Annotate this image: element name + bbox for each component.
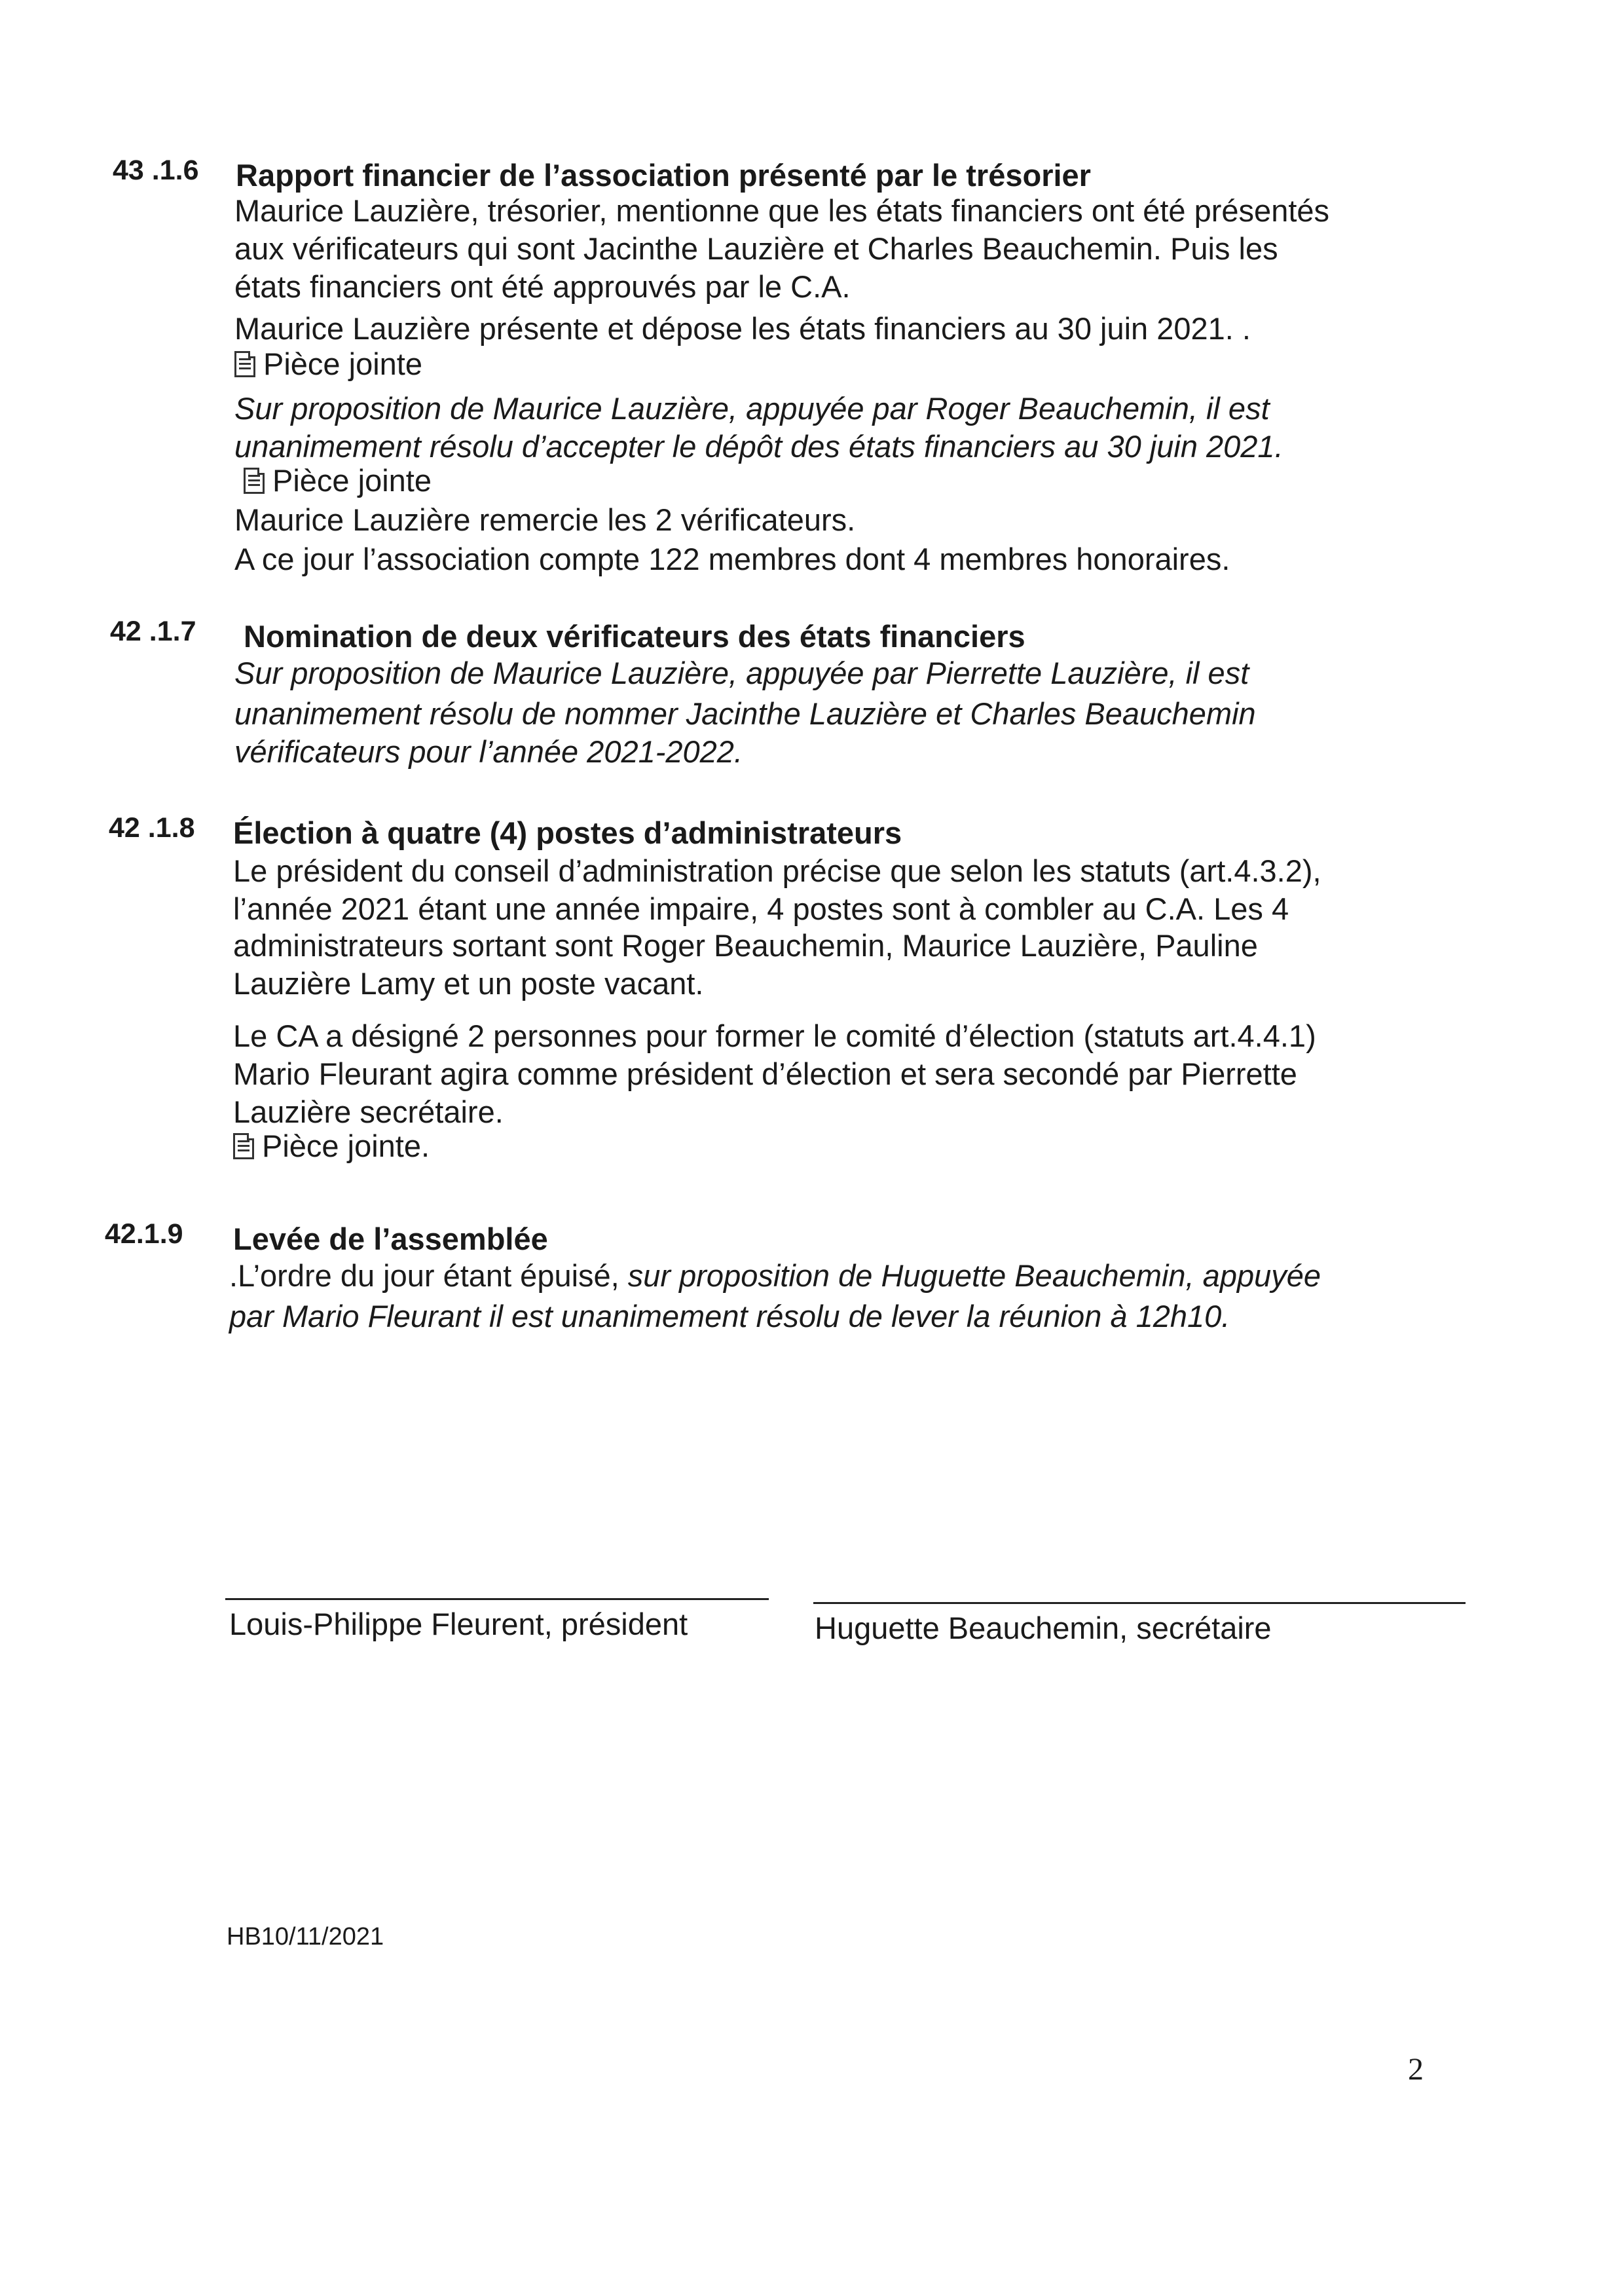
section-3-number: 42 .1.8 bbox=[109, 812, 195, 844]
section-1-line-6: Sur proposition de Maurice Lauzière, appuyée par Roger Beauchemin, il est bbox=[234, 391, 1270, 426]
section-3-line-6: Mario Fleurant agira comme président d’élection et sera secondé par Pierrette bbox=[233, 1056, 1297, 1091]
section-1-title: Rapport financier de l’association présenté par le trésorier bbox=[236, 158, 1091, 193]
section-4-line-1 bbox=[229, 1260, 1321, 1291]
section-1-line-2: aux vérificateurs qui sont Jacinthe Lauzière et Charles Beauchemin. Puis les bbox=[234, 231, 1278, 266]
section-1-line-1: Maurice Lauzière, trésorier, mentionne que les états financiers ont été présentés bbox=[234, 193, 1330, 228]
section-2-title: Nomination de deux vérificateurs des états financiers bbox=[244, 619, 1025, 654]
signature-line-left bbox=[225, 1598, 769, 1600]
section-4-title: Levée de l’assemblée bbox=[233, 1222, 548, 1256]
section-2-line-1: Sur proposition de Maurice Lauzière, appuyée par Pierrette Lauzière, il est bbox=[234, 656, 1249, 690]
section-2-line-2: unanimement résolu de nommer Jacinthe Lauzière et Charles Beauchemin bbox=[234, 696, 1256, 731]
section-1-line-9: Maurice Lauzière remercie les 2 vérificateurs. bbox=[234, 502, 856, 537]
section-1-line-3: états financiers ont été approuvés par le C.A. bbox=[234, 269, 851, 304]
section-1-line-7: unanimement résolu d’accepter le dépôt des états financiers au 30 juin 2021. bbox=[234, 429, 1283, 464]
signature-name-left: Louis-Philippe Fleurent, président bbox=[229, 1607, 688, 1641]
section-3-line-3: administrateurs sortant sont Roger Beauchemin, Maurice Lauzière, Pauline bbox=[233, 928, 1258, 963]
document-icon bbox=[244, 468, 265, 494]
signature-line-right bbox=[813, 1602, 1466, 1604]
document-icon bbox=[233, 1133, 254, 1159]
attachment-2-label: Pièce jointe bbox=[272, 463, 432, 498]
section-2-number: 42 .1.7 bbox=[110, 616, 196, 647]
section-4-number: 42.1.9 bbox=[105, 1218, 183, 1250]
section-3-line-5: Le CA a désigné 2 personnes pour former le comité d’élection (statuts art.4.4.1) bbox=[233, 1018, 1316, 1053]
page-number: 2 bbox=[1408, 2052, 1424, 2087]
section-3-line-4: Lauzière Lamy et un poste vacant. bbox=[233, 966, 704, 1001]
signature-name-right: Huguette Beauchemin, secrétaire bbox=[815, 1611, 1272, 1645]
attachment-1 bbox=[234, 348, 422, 379]
section-3-line-2: l’année 2021 étant une année impaire, 4 postes sont à combler au C.A. Les 4 bbox=[233, 891, 1289, 926]
section-4-line-1-plain: .L’ordre du jour étant épuisé, bbox=[229, 1258, 628, 1293]
section-4-line-1-italic: sur proposition de Huguette Beauchemin, appuyée bbox=[627, 1258, 1321, 1293]
section-4-line-2: par Mario Fleurant il est unanimement résolu de lever la réunion à 12h10. bbox=[229, 1299, 1230, 1334]
attachment-2 bbox=[244, 465, 432, 496]
attachment-3 bbox=[233, 1130, 430, 1161]
section-3-title: Élection à quatre (4) postes d’administrateurs bbox=[233, 815, 902, 850]
document-icon bbox=[234, 351, 255, 377]
section-3-line-7: Lauzière secrétaire. bbox=[233, 1094, 504, 1129]
attachment-3-label: Pièce jointe. bbox=[262, 1129, 430, 1163]
footer-reference: HB10/11/2021 bbox=[227, 1923, 384, 1950]
section-2-line-3: vérificateurs pour l’année 2021-2022. bbox=[234, 734, 743, 769]
section-1-line-4: Maurice Lauzière présente et dépose les états financiers au 30 juin 2021. . bbox=[234, 311, 1251, 346]
attachment-1-label: Pièce jointe bbox=[263, 346, 422, 381]
section-1-line-10: A ce jour l’association compte 122 membres dont 4 membres honoraires. bbox=[234, 542, 1230, 576]
section-3-line-1: Le président du conseil d’administration précise que selon les statuts (art.4.3.2), bbox=[233, 853, 1321, 888]
section-1-number: 43 .1.6 bbox=[113, 155, 199, 186]
